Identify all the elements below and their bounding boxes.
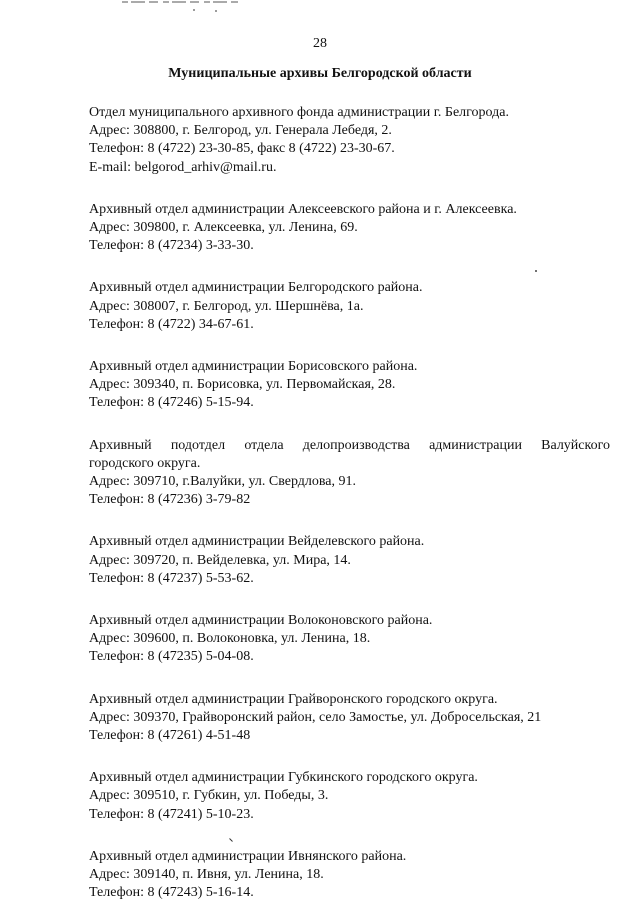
entry-department: Архивный отдел администрации Грайворонского городского округа. [89, 691, 498, 707]
archive-entry [89, 437, 610, 510]
entry-phone: Телефон: 8 (47246) 5-15-94. [89, 395, 254, 411]
entry-address: Адрес: 309800, г. Алексеевка, ул. Ленина, 69. [89, 220, 358, 236]
entry-phone: Телефон: 8 (47236) 3-79-82 [89, 492, 251, 508]
entry-department: Отдел муниципального архивного фонда администрации г. Белгорода. [89, 105, 509, 120]
archive-entry [89, 104, 610, 177]
archive-entry [89, 279, 610, 334]
entry-address: Адрес: 309600, п. Волоконовка, ул. Ленина, 18. [89, 631, 371, 647]
entry-department: Архивный отдел администрации Борисовского района. [89, 359, 418, 375]
entry-phone: Телефон: 8 (47234) 3-33-30. [89, 238, 254, 254]
scan-tick-mark [229, 838, 233, 842]
entry-department: Архивный отдел администрации Вейделевского района. [89, 534, 425, 550]
scan-speck [535, 270, 537, 272]
entry-address: Адрес: 309720, п. Вейделевка, ул. Мира, 14. [89, 552, 351, 568]
entry-phone: Телефон: 8 (4722) 23-30-85, факс 8 (4722) 23-30-67. [89, 141, 395, 157]
archive-entry [89, 533, 610, 588]
archive-entry [89, 201, 610, 256]
entry-department: Архивный отдел администрации Белгородского района. [89, 280, 423, 296]
entry-address: Адрес: 309370, Грайворонский район, село Замостье, ул. Добросельская, 21 [89, 709, 542, 725]
entry-phone: Телефон: 8 (47235) 5-04-08. [89, 649, 254, 665]
entry-email: E-mail: belgorod_arhiv@mail.ru. [89, 159, 277, 175]
entry-department: Архивный отдел администрации Алексеевского района и г. Алексеевка. [89, 201, 517, 217]
entry-department: Архивный подотдел отдела делопроизводства администрации Валуйского [89, 437, 610, 453]
entry-phone: Телефон: 8 (4722) 34-67-61. [89, 316, 254, 332]
entry-address: Адрес: 309710, г.Валуйки, ул. Свердлова, 91. [89, 474, 357, 490]
archive-entry [89, 612, 610, 667]
scan-artifact-marks [120, 0, 240, 14]
entry-department-continued: городского округа. [89, 455, 201, 471]
entry-address: Адрес: 309510, г. Губкин, ул. Победы, 3. [89, 788, 329, 804]
entry-address: Адрес: 309340, п. Борисовка, ул. Первомайская, 28. [89, 377, 396, 393]
entry-department: Архивный отдел администрации Волоконовского района. [89, 613, 433, 629]
entry-department: Архивный отдел администрации Ивнянского района. [89, 848, 407, 864]
entry-phone: Телефон: 8 (47261) 4-51-48 [89, 728, 251, 744]
entry-address: Адрес: 308800, г. Белгород, ул. Генерала Лебедя, 2. [89, 123, 392, 139]
entry-phone: Телефон: 8 (47237) 5-53-62. [89, 570, 254, 586]
archive-entry [89, 848, 610, 903]
entry-address: Адрес: 309140, п. Ивня, ул. Ленина, 18. [89, 867, 324, 883]
archive-entry [89, 358, 610, 413]
archive-entry [89, 691, 610, 746]
archive-entry [89, 769, 610, 824]
page-number: 28 [313, 36, 327, 51]
entry-phone: Телефон: 8 (47243) 5-16-14. [89, 885, 254, 901]
entry-phone: Телефон: 8 (47241) 5-10-23. [89, 806, 254, 822]
entry-address: Адрес: 308007, г. Белгород, ул. Шершнёва, 1а. [89, 298, 364, 314]
document-title: Муниципальные архивы Белгородской области [168, 66, 472, 81]
entry-department: Архивный отдел администрации Губкинского городского округа. [89, 770, 478, 786]
archive-list [89, 104, 610, 903]
